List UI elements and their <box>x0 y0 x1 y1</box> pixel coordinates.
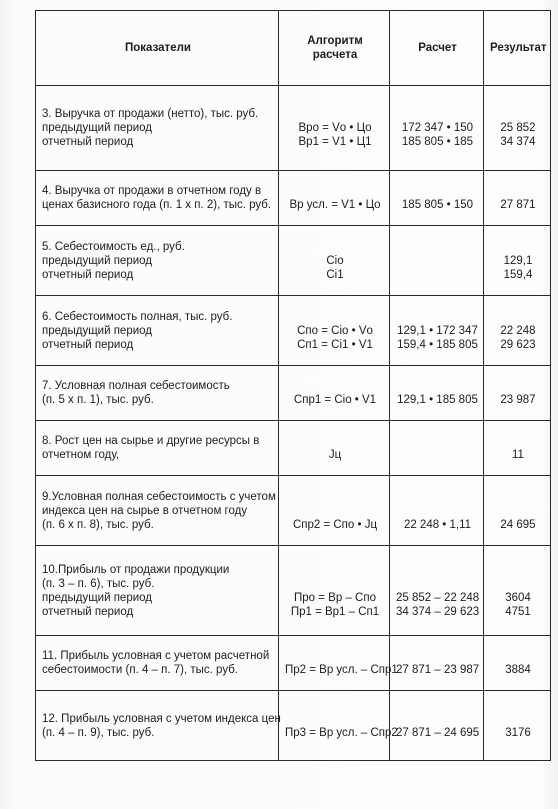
algorithm-cell <box>279 366 390 421</box>
algorithm-cell-line: Cпо = Cio • Vо <box>297 324 373 337</box>
table-row <box>36 296 551 366</box>
indicator-cell-line: 5. Себестоимость ед., руб. <box>42 240 185 253</box>
header-result: Результат <box>484 11 551 86</box>
indicator-cell <box>36 546 279 636</box>
algorithm-cell <box>279 86 390 171</box>
indicator-cell <box>36 86 279 171</box>
indicator-cell-line: 7. Условная полная себестоимость <box>42 380 230 392</box>
table-row <box>36 476 551 546</box>
calculation-cell-line: 27 871 – 24 695 <box>396 726 480 739</box>
indicator-cell-line: предыдущий период <box>42 254 153 267</box>
algorithm-cell <box>279 546 390 636</box>
algorithm-cell <box>279 476 390 546</box>
result-cell <box>484 691 551 761</box>
result-cell <box>484 546 551 636</box>
algorithm-cell-line: Cпр2 = Cпо • Jц <box>292 518 378 531</box>
algorithm-cell <box>279 421 390 476</box>
indicator-cell <box>36 636 279 691</box>
algorithm-cell <box>279 226 390 296</box>
calculation-cell <box>390 226 484 296</box>
indicator-cell <box>36 171 279 226</box>
calculation-cell-line: 159,4 • 185 805 <box>397 338 478 351</box>
calculation-cell <box>390 296 484 366</box>
indicator-cell-line: 3. Выручка от продажи (нетто), тыс. руб. <box>42 108 259 120</box>
algorithm-cell-line: Cп1 = Ci1 • V1 <box>297 338 373 351</box>
indicator-cell-line: предыдущий период <box>42 122 153 134</box>
table-row <box>36 691 551 761</box>
indicator-cell-line: 9.Условная полная себестоимость с учетом <box>42 490 276 503</box>
calculation-cell <box>390 546 484 636</box>
result-cell-line: 3884 <box>505 664 531 676</box>
calculation-cell-line: 25 852 – 22 248 <box>396 591 480 604</box>
calculation-cell-line: 172 347 • 150 <box>401 122 474 134</box>
algorithm-cell <box>279 691 398 761</box>
calculation-cell-line: 27 871 – 23 987 <box>396 664 480 676</box>
calculation-cell <box>390 86 484 171</box>
result-cell-line: 3604 <box>505 591 531 604</box>
algorithm-cell-line: Bро = Vо • Цо <box>298 122 372 134</box>
calculation-cell-line: 129,1 • 185 805 <box>397 394 478 406</box>
table-row <box>36 366 551 421</box>
indicator-cell <box>36 226 279 296</box>
calculation-table <box>35 10 551 761</box>
indicator-cell-line: (п. 5 х п. 1), тыс. руб. <box>42 394 154 406</box>
indicator-cell-line: отчетный период <box>42 338 134 351</box>
table-row <box>36 226 551 296</box>
indicator-cell-line: 10.Прибыль от продажи продукции <box>42 563 230 576</box>
calculation-cell <box>390 476 484 546</box>
algorithm-cell-line: Пp2 = Bр усл. – Cпр1 <box>285 664 398 676</box>
result-cell-line: 11 <box>512 449 524 461</box>
table-row <box>36 421 551 476</box>
table-row <box>36 171 551 226</box>
calculation-cell <box>390 171 484 226</box>
result-cell-line: 23 987 <box>500 394 536 406</box>
header-algorithm-line1: Алгоритм <box>307 35 363 47</box>
result-cell <box>484 476 551 546</box>
indicator-cell-line: 8. Рост цен на сырье и другие ресурсы в <box>42 435 260 447</box>
result-cell-line: 159,4 <box>503 268 533 281</box>
header-indicators: Показатели <box>36 11 279 86</box>
indicator-cell-line: индекса цен на сырье в отчетном году <box>42 504 248 517</box>
indicator-cell <box>36 691 279 761</box>
result-cell-line: 34 374 <box>500 136 536 148</box>
calculation-cell-line: 185 805 • 150 <box>401 199 474 211</box>
result-cell-line: 24 695 <box>500 518 536 531</box>
result-cell-line: 129,1 <box>503 254 533 267</box>
indicator-cell-line: (п. 3 – п. 6), тыс. руб. <box>42 577 155 590</box>
calculation-cell <box>390 691 484 761</box>
calculation-cell <box>390 636 484 691</box>
header-calculation: Расчет <box>390 11 484 86</box>
result-cell-line: 29 623 <box>500 338 536 351</box>
indicator-cell-line: 4. Выручка от продажи в отчетном году в <box>42 185 262 197</box>
table-row <box>36 546 551 636</box>
algorithm-cell-line: Cio <box>326 254 344 267</box>
indicator-cell-line: отчетный период <box>42 136 134 148</box>
indicator-cell-line: (п. 4 – п. 9), тыс. руб. <box>42 726 155 739</box>
header-algorithm <box>279 11 390 86</box>
result-cell <box>484 421 551 476</box>
indicator-cell-line: ценах базисного года (п. 1 х п. 2), тыс. руб. <box>42 199 272 211</box>
indicator-cell <box>36 296 279 366</box>
result-cell-line: 25 852 <box>500 122 536 134</box>
algorithm-cell-line: Пp3 = Bр усл. – Cпр2 <box>285 726 398 739</box>
algorithm-cell <box>279 636 398 691</box>
algorithm-cell-line: Пp1 = Bр1 – Cп1 <box>290 605 380 618</box>
result-cell-line: 22 248 <box>500 324 536 337</box>
result-cell <box>484 296 551 366</box>
indicator-cell-line: отчетный период <box>42 268 134 281</box>
algorithm-cell-line: Пpо = Bр – Cпо <box>294 591 376 604</box>
algorithm-cell-line: Ci1 <box>326 268 344 281</box>
indicator-cell <box>36 421 279 476</box>
calculation-cell-line: 34 374 – 29 623 <box>396 605 480 618</box>
calculation-cell-line: 129,1 • 172 347 <box>397 324 478 337</box>
calculation-cell-line: 22 248 • 1,11 <box>403 518 472 531</box>
indicator-cell-line: себестоимости (п. 4 – п. 7), тыс. руб. <box>42 664 238 676</box>
algorithm-cell-line: Bр1 = V1 • Ц1 <box>298 136 372 148</box>
indicator-cell-line: отчетный период <box>42 605 134 618</box>
algorithm-cell <box>279 296 390 366</box>
result-cell-line: 4751 <box>505 605 531 618</box>
calculation-cell <box>390 421 484 476</box>
result-cell <box>484 171 551 226</box>
header-algorithm-line2: расчета <box>312 49 358 61</box>
indicator-cell-line: предыдущий период <box>42 591 153 604</box>
result-cell-line: 3176 <box>505 726 531 739</box>
result-cell <box>484 366 551 421</box>
indicator-cell-line: 6. Себестоимость полная, тыс. руб. <box>42 310 233 323</box>
indicator-cell-line: предыдущий период <box>42 324 153 337</box>
table-row <box>36 636 551 691</box>
indicator-cell-line: отчетном году, <box>42 449 120 461</box>
calculation-cell <box>390 366 484 421</box>
algorithm-cell-line: Cпр1 = Cio • V1 <box>293 394 377 406</box>
algorithm-cell <box>279 171 390 226</box>
indicator-cell <box>36 366 279 421</box>
calculation-cell-line: 185 805 • 185 <box>401 136 474 148</box>
table-row <box>36 86 551 171</box>
indicator-cell-line: (п. 6 х п. 8), тыс. руб. <box>42 518 154 531</box>
indicator-cell-line: 12. Прибыль условная с учетом индекса цен <box>42 712 281 725</box>
result-cell <box>484 636 551 691</box>
algorithm-cell-line: Bр усл. = V1 • Цо <box>289 199 381 211</box>
header-row <box>36 11 551 86</box>
algorithm-cell-line: Jц <box>328 449 342 461</box>
result-cell <box>484 86 551 171</box>
indicator-cell <box>36 476 279 546</box>
result-cell <box>484 226 551 296</box>
indicator-cell-line: 11. Прибыль условная с учетом расчетной <box>42 650 270 662</box>
result-cell-line: 27 871 <box>500 199 536 211</box>
